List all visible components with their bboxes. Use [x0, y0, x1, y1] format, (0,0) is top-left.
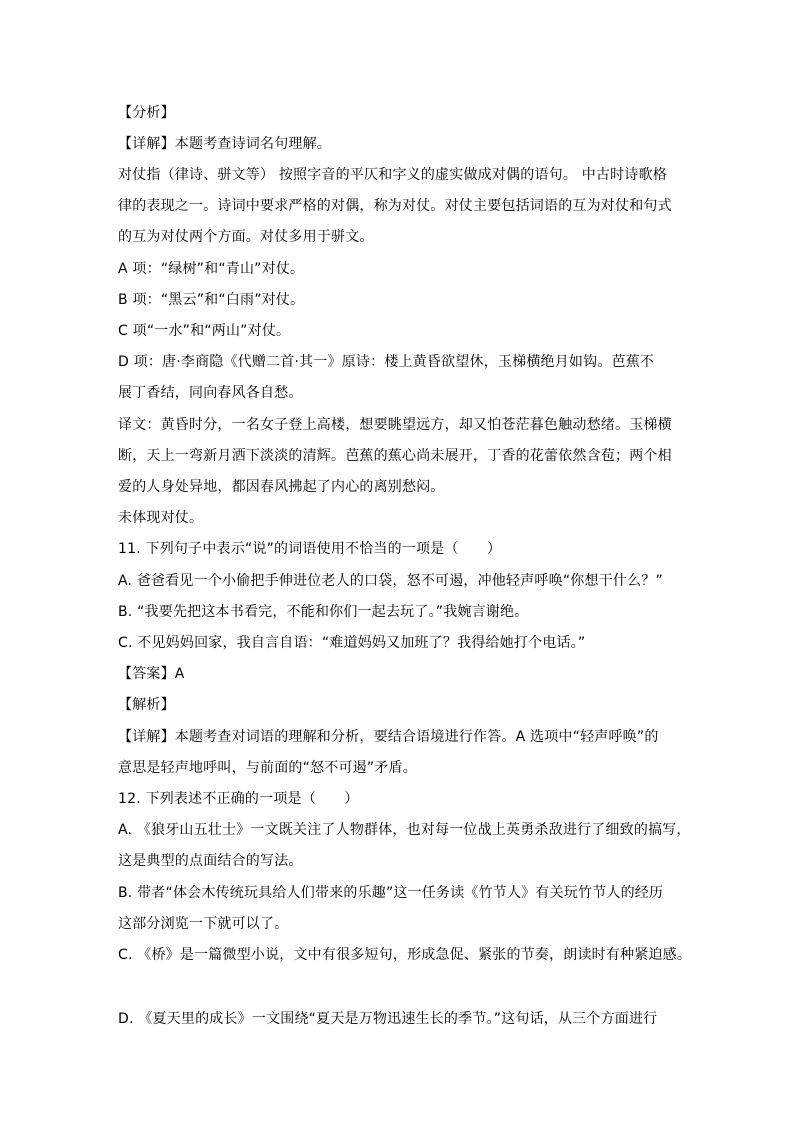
paragraph-line: 的互为对仗两个方面。对仗多用于骈文。 — [118, 229, 374, 245]
option-b-line: B 项：“黑云”和“白雨”对仗。 — [118, 292, 305, 308]
q11-option-c: C. 不见妈妈回家，我自言自语：“难道妈妈又加班了？我得给她打个电话。” — [118, 635, 586, 651]
translation-line: 爱的人身处异地，都因春风拂起了内心的离别愁闷。 — [118, 479, 445, 495]
paragraph-line: 展丁香结，同向春风各自愁。 — [118, 385, 303, 401]
section-heading-analysis: 【分析】 — [118, 105, 175, 121]
q12-option-a: A. 《狼牙山五壮士》一文既关注了人物群体，也对每一位战上英勇杀敌进行了细致的搞写， — [118, 822, 691, 838]
q11-option-a: A. 爸爸看见一个小偷把手伸进位老人的口袋，怒不可遏，冲他轻声呼唤“你想干什么？” — [118, 573, 663, 589]
detail-line: 【详解】本题考查对词语的理解和分析，要结合语境进行作答。A 选项中“轻声呼唤”的 — [118, 729, 659, 745]
q12-option-d: D. 《夏天里的成长》一文围绕“夏天是万物迅速生长的季节。”这句话，从三个方面进行 — [118, 1011, 658, 1027]
detail-line: 意思是轻声地呼叫，与前面的“怒不可遏”矛盾。 — [118, 760, 417, 776]
question-12: 12. 下列表述不正确的一项是（ ） — [118, 791, 359, 807]
q12-option-a-cont: 这是典型的点面结合的写法。 — [118, 853, 303, 869]
conclusion-line: 未体现对仗。 — [118, 510, 204, 526]
question-11: 11. 下列句子中表示“说”的词语使用不恰当的一项是（ ） — [118, 541, 502, 557]
q12-option-c: C. 《桥》是一篇微型小说，文中有很多短句，形成急促、紧张的节奏，朗读时有种紧迫感。 — [118, 947, 692, 963]
option-d-line: D 项：唐·李商隐《代赠二首·其一》原诗：楼上黄昏欲望休，玉梯横绝月如钩。芭蕉不 — [118, 354, 655, 370]
translation-line: 断，天上一弯新月洒下淡淡的清辉。芭蕉的蕉心尚未展开，丁香的花蕾依然含苞；两个相 — [118, 448, 672, 464]
option-c-line: C 项“一水”和“两山”对仗。 — [118, 323, 291, 339]
q11-option-b: B. “我要先把这本书看完，不能和你们一起去玩了。”我婉言谢绝。 — [118, 604, 529, 620]
paragraph-line: 律的表现之一。诗词中要求严格的对偶，称为对仗。对仗主要包括词语的互为对仗和句式 — [118, 198, 672, 214]
option-a-line: A 项：“绿树”和“青山”对仗。 — [118, 261, 305, 277]
answer-heading: 【答案】A — [118, 666, 185, 682]
translation-line: 译文：黄昏时分，一名女子登上高楼，想要眺望远方，却又怕苍茫暮色触动愁绪。玉梯横 — [118, 417, 672, 433]
paragraph-line: 对仗指（律诗、骈文等） 按照字音的平仄和字义的虚实做成对偶的语句。 中古时诗歌格 — [118, 167, 667, 183]
q12-option-b: B. 带者“体会木传统玩具给人们带来的乐趣”这一任务读《竹节人》有关玩竹节人的经历 — [118, 885, 664, 901]
analysis-heading: 【解析】 — [118, 697, 175, 713]
detail-heading-line: 【详解】本题考查诗词名句理解。 — [118, 136, 331, 152]
q12-option-b-cont: 这部分浏览一下就可以了。 — [118, 916, 289, 932]
